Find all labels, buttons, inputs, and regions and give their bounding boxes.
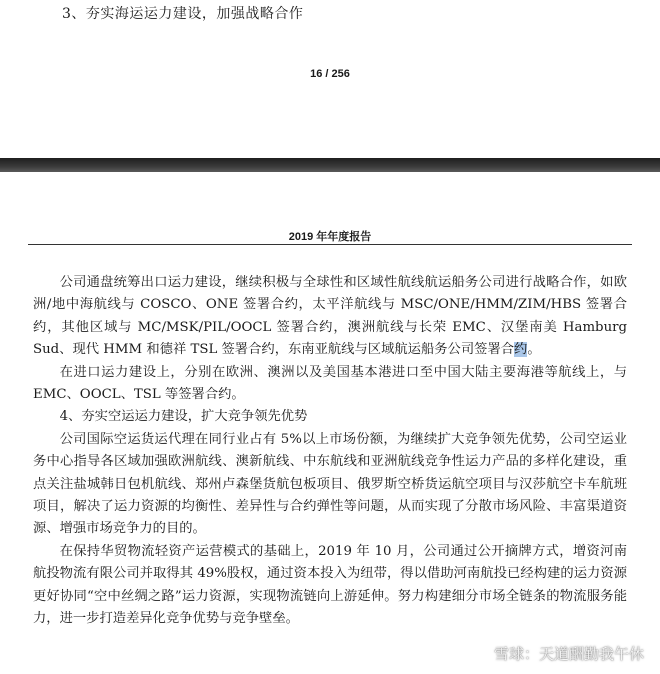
paragraph-air-freight: 公司国际空运货运代理在同行业占有 5%以上市场份额，为继续扩大竞争领先优势，公司空运业务中心指导各区域加强欧洲航线、澳新航线、中东航线和亚洲航线竞争性运力产品的多样化建设，重点关注盐城韩日包机航线、郑州卢森堡货航包板项目、俄罗斯空桥货运航空项目与汉莎航空卡车航班项目，解决了运力资源的均衡性、差异性与合约弹性等问题，从而实现了分散市场风险、丰富渠道资源、增强市场竞争力的目的。 (33, 431, 627, 537)
paragraph-text: 公司通盘统筹出口运力建设，继续积极与全球性和区域性航线航运船务公司进行战略合作，如欧洲/地中海航线与 COSCO、ONE 签署合约，太平洋航线与 MSC/ONE/HMM/ZIM/HBS 签署合约，其他区域与 MC/MSK/PIL/OOCL 签署合约，澳洲航线与长荣 EMC、汉堡南美 Hamburg Sud、现代 HMM 和德祥 TSL 签署合约，东南亚航线与区域航运船务公司签署合 (33, 275, 627, 358)
watermark (470, 643, 644, 664)
paragraph-import-capacity: 在进口运力建设上，分别在欧洲、澳洲以及美国基本港进口至中国大陆主要海港等航线上，与 EMC、OOCL、TSL 等签署合约。 (33, 364, 627, 403)
paragraph-export-capacity (33, 272, 627, 362)
paragraph-henan-investment: 在保持华贸物流轻资产运营模式的基础上，2019 年 10 月，公司通过公开摘牌方式，增资河南航投物流有限公司并取得其 49%股权，通过资本投入为纽带，得以借助河南航投已经构建的运力资源更好协同“空中丝绸之路”运力资源，实现物流链向上游延伸。努力构建细分市场全链条的物流服务能力，进一步打造差异化竞争优势与竞争壁垒。 (33, 543, 627, 627)
watermark-text: 雪球：天道酬勤我午休 (493, 645, 644, 663)
section-heading: 3、夯实海运运力建设，加强战略合作 (62, 6, 304, 22)
report-header: 2019 年年度报告 (288, 231, 372, 243)
report-body (33, 272, 627, 631)
selected-text[interactable]: 约 (514, 342, 528, 358)
page-separator (0, 158, 660, 172)
snowball-icon (470, 644, 490, 664)
page-number: 16 / 256 (310, 68, 350, 80)
header-divider (28, 244, 632, 245)
paragraph-text-end: 。 (527, 342, 541, 358)
current-page (0, 172, 660, 674)
previous-page (0, 0, 660, 158)
section-heading-air: 4、夯实空运运力建设，扩大竞争领先优势 (59, 409, 308, 425)
